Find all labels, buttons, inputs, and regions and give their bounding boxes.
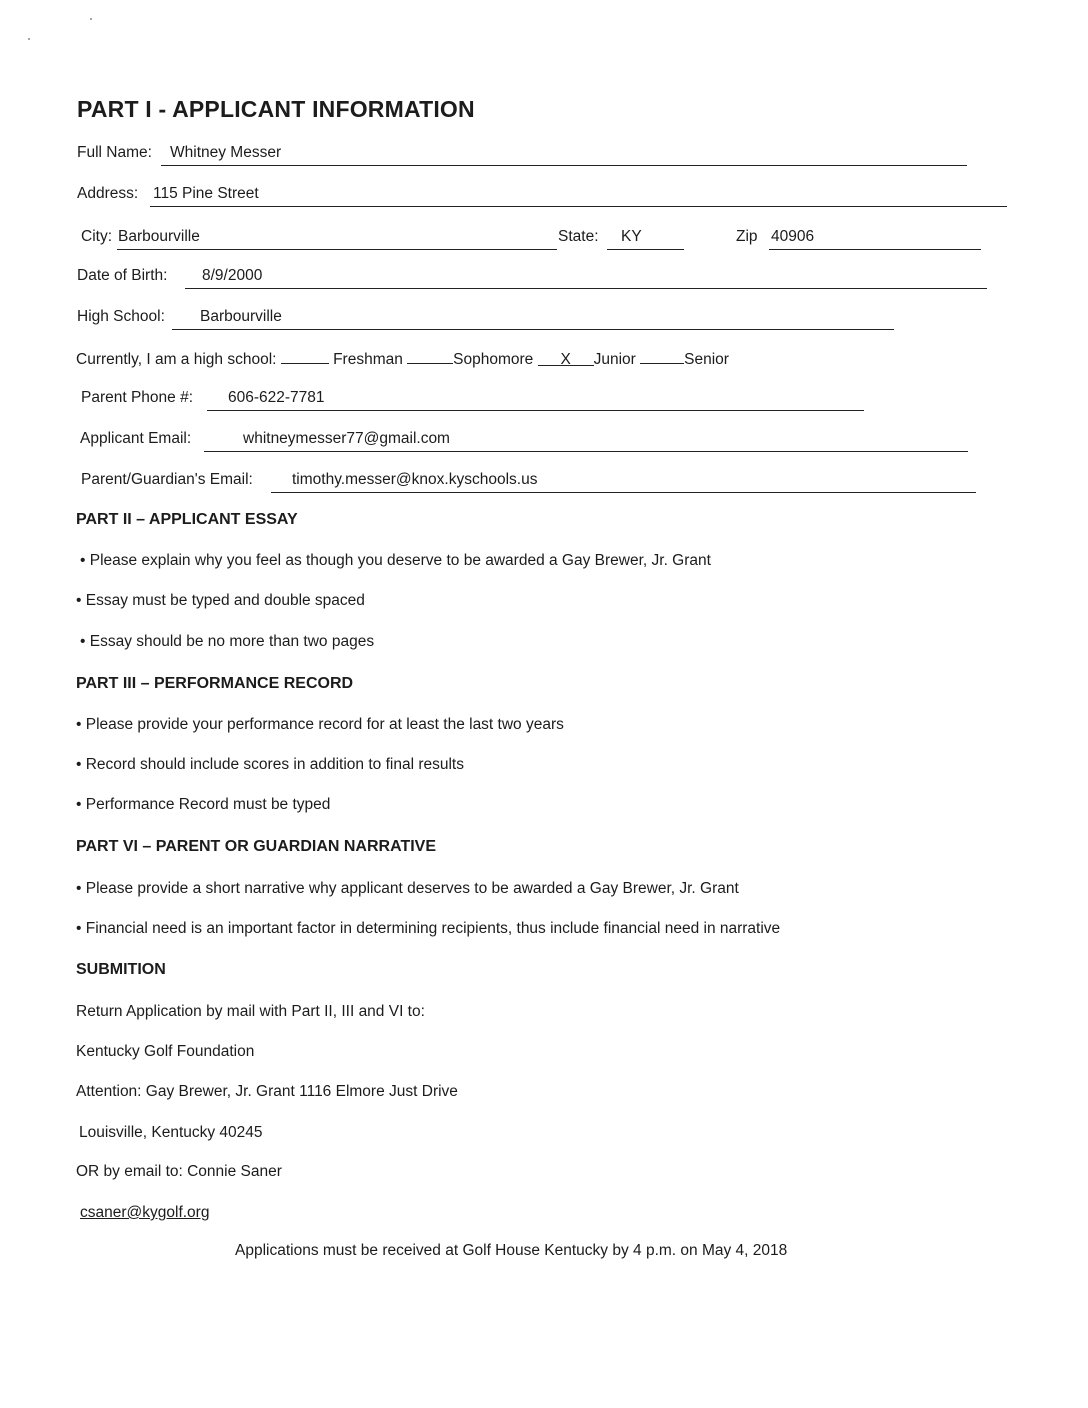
- zip-line: [769, 249, 981, 250]
- city-value[interactable]: Barbourville: [118, 228, 200, 245]
- zip-value[interactable]: 40906: [771, 228, 815, 245]
- part6-bullet: • Financial need is an important factor in determining recipients, thus include financial need in narrative: [76, 920, 781, 937]
- part3-bullet: • Record should include scores in addition to final results: [76, 756, 464, 773]
- full-name-line: [161, 165, 967, 166]
- parent-email-line: [271, 492, 976, 493]
- address-row: [77, 183, 1007, 207]
- dob-label: Date of Birth:: [77, 267, 168, 284]
- parent-email-row: [81, 469, 976, 493]
- part2-bullet: • Essay must be typed and double spaced: [76, 592, 365, 609]
- submission-line: Return Application by mail with Part II, III and VI to:: [76, 1003, 425, 1020]
- applicant-email-value[interactable]: whitneymesser77@gmail.com: [243, 430, 450, 447]
- city-state-zip-row: [81, 226, 981, 250]
- deadline-notice: Applications must be received at Golf House Kentucky by 4 p.m. on May 4, 2018: [235, 1242, 788, 1259]
- city-line: [117, 249, 557, 250]
- scan-speck: [28, 38, 30, 40]
- part2-title: PART II – APPLICANT ESSAY: [76, 511, 298, 528]
- high-school-label: High School:: [77, 308, 165, 325]
- senior-option: Senior: [684, 351, 729, 368]
- state-label: State:: [558, 228, 599, 245]
- grade-row: [76, 349, 729, 369]
- submission-line: Attention: Gay Brewer, Jr. Grant 1116 Elmore Just Drive: [76, 1083, 458, 1100]
- applicant-email-line: [204, 451, 968, 452]
- part2-bullet: • Essay should be no more than two pages: [80, 633, 375, 650]
- junior-option: Junior: [593, 351, 636, 368]
- full-name-label: Full Name:: [77, 144, 152, 161]
- scan-speck: [90, 18, 92, 20]
- sophomore-option: Sophomore: [453, 351, 534, 368]
- dob-line: [185, 288, 987, 289]
- parent-phone-value[interactable]: 606-622-7781: [228, 389, 325, 406]
- address-line: [150, 206, 1007, 207]
- dob-value[interactable]: 8/9/2000: [202, 267, 263, 284]
- state-line: [607, 249, 684, 250]
- applicant-email-row: [80, 428, 968, 452]
- parent-phone-row: [81, 387, 864, 411]
- freshman-option: Freshman: [333, 351, 403, 368]
- submission-title: SUBMITION: [76, 961, 166, 978]
- parent-email-label: Parent/Guardian's Email:: [81, 471, 253, 488]
- part3-title: PART III – PERFORMANCE RECORD: [76, 675, 354, 692]
- applicant-email-label: Applicant Email:: [80, 430, 192, 447]
- junior-mark: X: [560, 351, 571, 368]
- high-school-value[interactable]: Barbourville: [200, 308, 282, 325]
- submission-line: Kentucky Golf Foundation: [76, 1043, 255, 1060]
- freshman-blank[interactable]: [281, 349, 329, 364]
- submission-line: OR by email to: Connie Saner: [76, 1163, 282, 1180]
- high-school-row: [77, 306, 894, 330]
- full-name-value[interactable]: Whitney Messer: [170, 144, 282, 161]
- part3-bullet: • Performance Record must be typed: [76, 796, 331, 813]
- grade-label: Currently, I am a high school:: [76, 351, 277, 368]
- part6-bullet: • Please provide a short narrative why applicant deserves to be awarded a Gay Brewer, Jr. Grant: [76, 880, 739, 897]
- full-name-row: [77, 142, 967, 166]
- contact-email-link[interactable]: csaner@kygolf.org: [80, 1204, 210, 1221]
- sophomore-blank[interactable]: [407, 349, 453, 364]
- dob-row: [77, 265, 987, 289]
- address-label: Address:: [77, 185, 139, 202]
- address-value[interactable]: 115 Pine Street: [153, 185, 259, 202]
- city-label: City:: [81, 228, 112, 245]
- senior-blank[interactable]: [640, 349, 684, 364]
- page-title: PART I - APPLICANT INFORMATION: [77, 96, 475, 122]
- parent-phone-line: [207, 410, 864, 411]
- zip-label: Zip: [736, 228, 758, 245]
- high-school-line: [172, 329, 894, 330]
- part3-bullet: • Please provide your performance record for at least the last two years: [76, 716, 564, 733]
- parent-phone-label: Parent Phone #:: [81, 389, 194, 406]
- junior-blank[interactable]: [538, 351, 594, 366]
- submission-line: Louisville, Kentucky 40245: [79, 1124, 263, 1141]
- part6-title: PART VI – PARENT OR GUARDIAN NARRATIVE: [76, 838, 437, 855]
- state-value[interactable]: KY: [621, 228, 642, 245]
- parent-email-value[interactable]: timothy.messer@knox.kyschools.us: [292, 471, 538, 488]
- part2-bullet: • Please explain why you feel as though you deserve to be awarded a Gay Brewer, Jr. Grant: [80, 552, 711, 569]
